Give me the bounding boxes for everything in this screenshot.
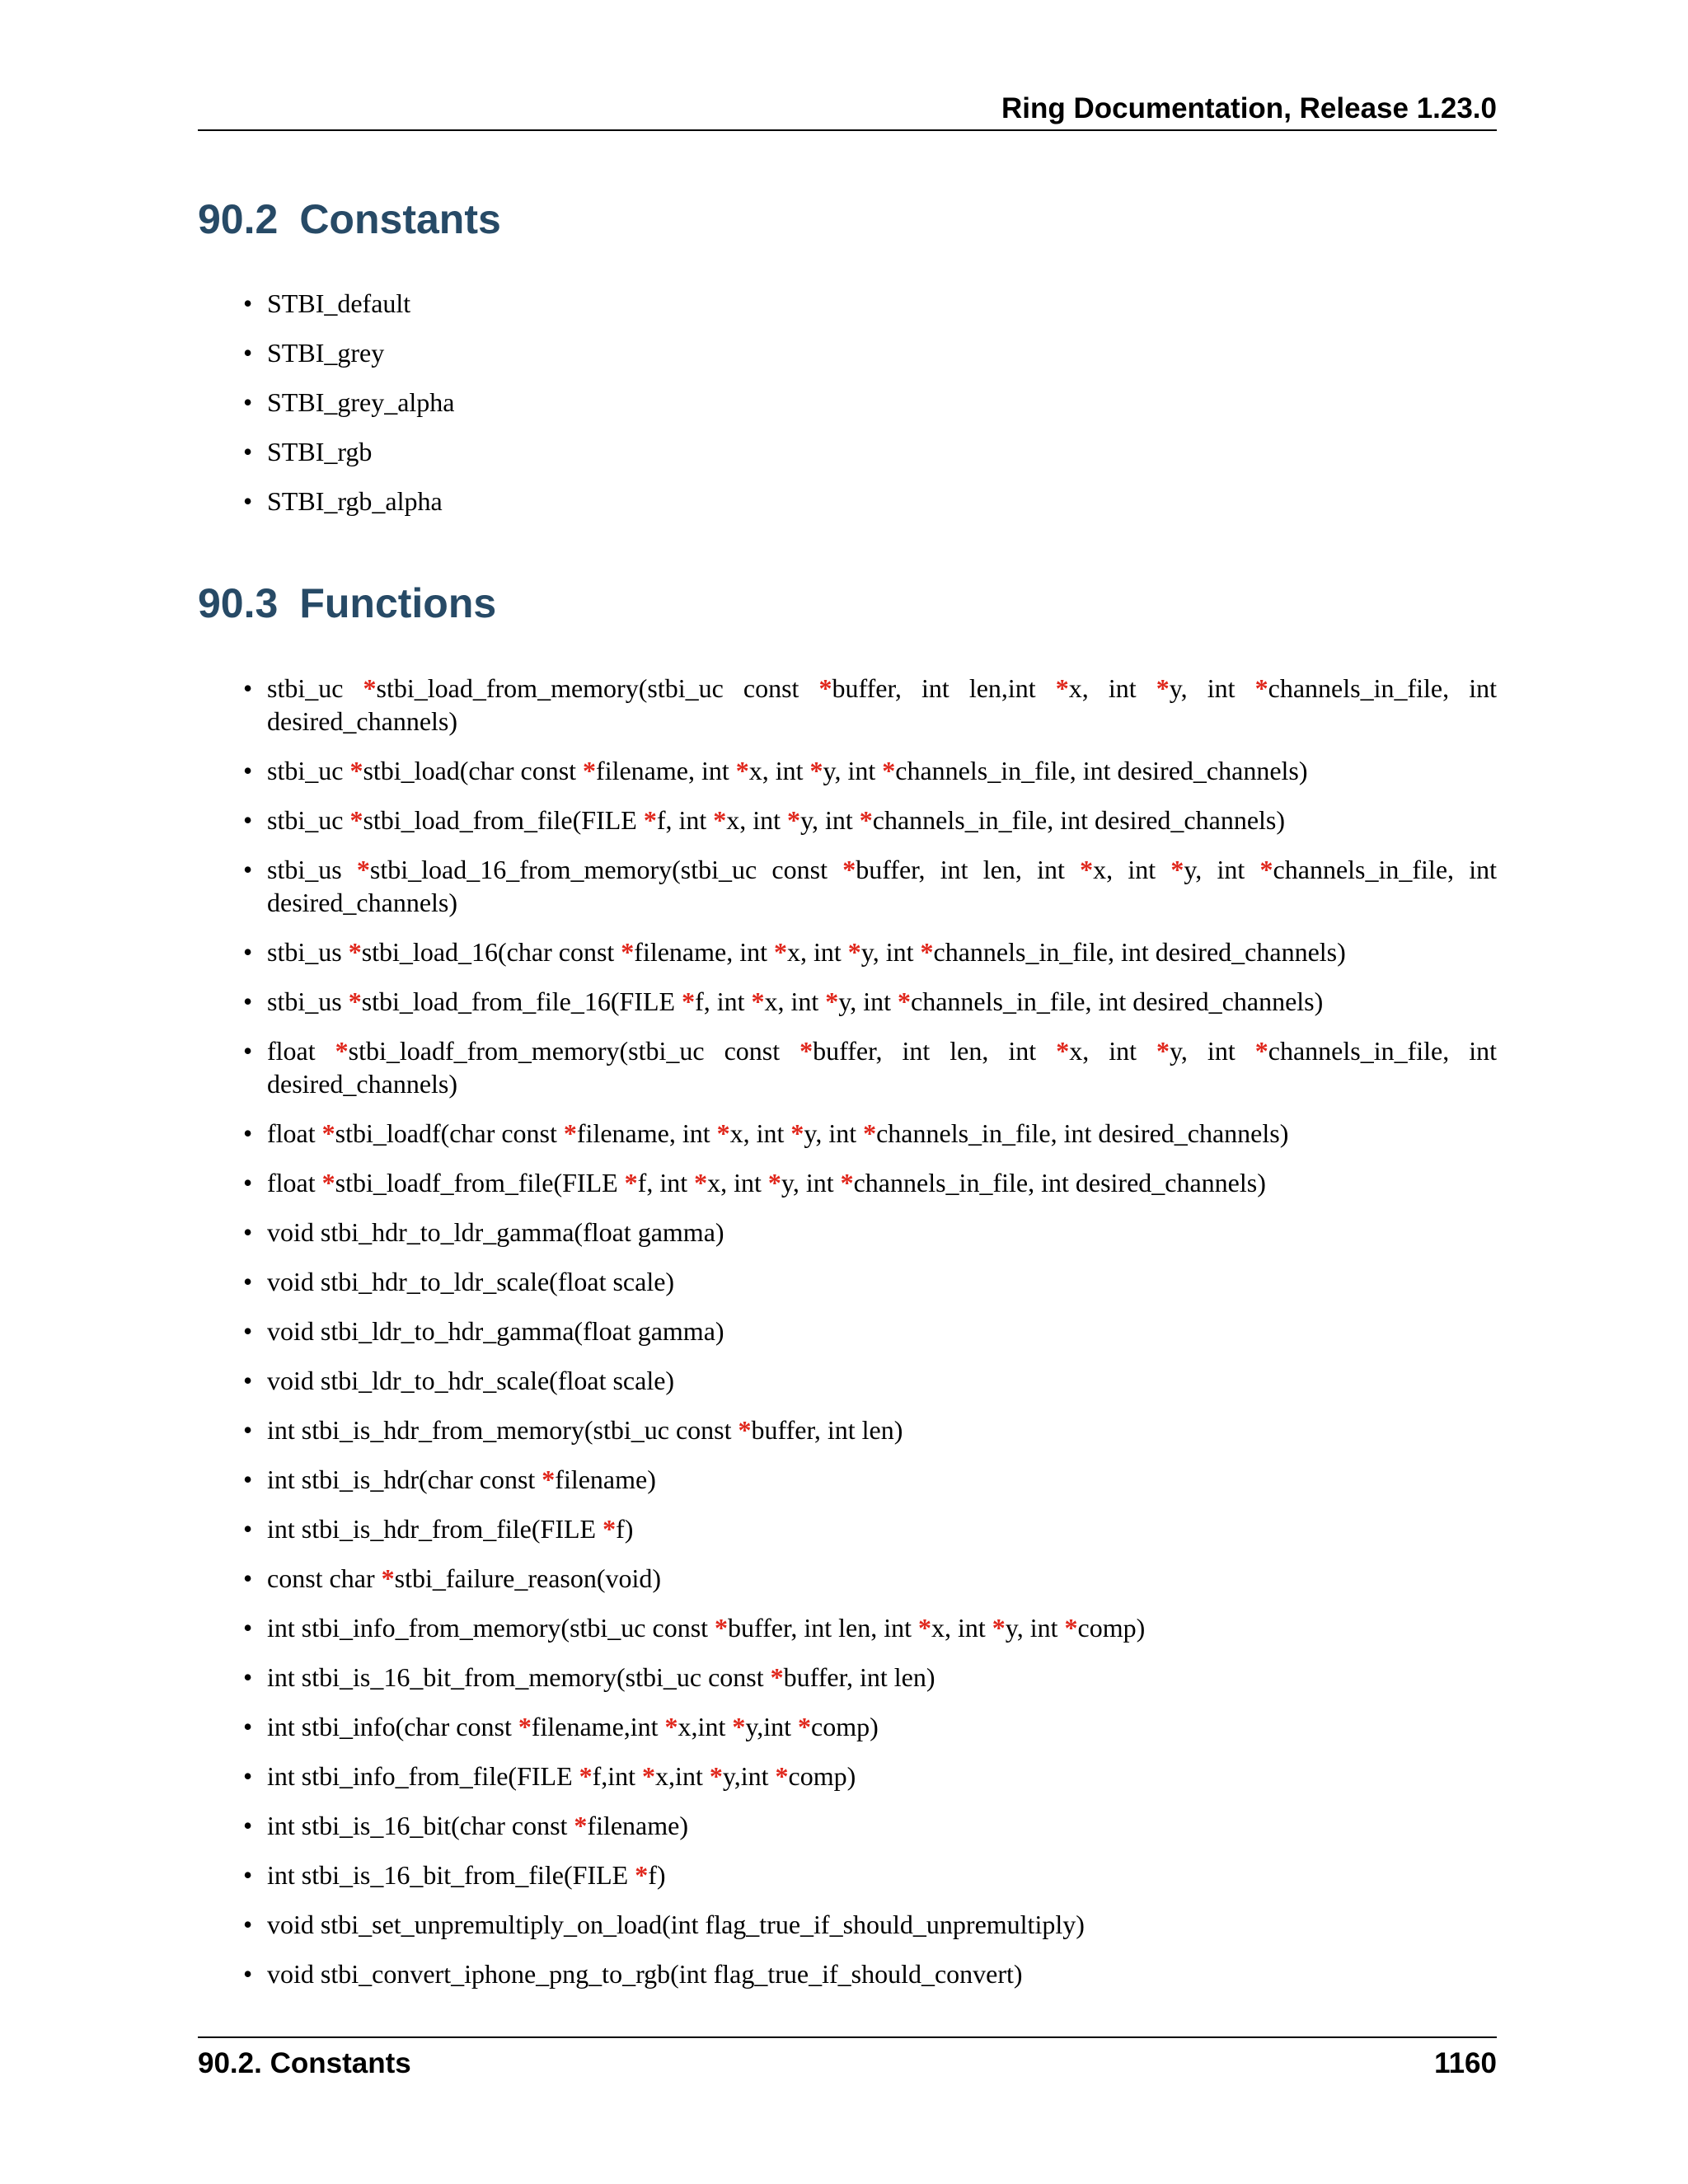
- function-item: • int stbi_is_hdr_from_memory(stbi_uc const *buffer, int len): [198, 1413, 1497, 1446]
- function-item: • stbi_us *stbi_load_16(char const *filename, int *x, int *y, int *channels_in_file, int desired_channels): [198, 935, 1497, 968]
- function-item: • void stbi_ldr_to_hdr_scale(float scale): [198, 1364, 1497, 1397]
- function-item: • void stbi_convert_iphone_png_to_rgb(int flag_true_if_should_convert): [198, 1957, 1497, 1990]
- section-title: Constants: [299, 196, 501, 242]
- function-item: • int stbi_is_16_bit(char const *filename): [198, 1809, 1497, 1842]
- constant-item: • STBI_rgb_alpha: [198, 485, 1497, 518]
- function-item: • void stbi_hdr_to_ldr_gamma(float gamma): [198, 1216, 1497, 1249]
- function-item: • stbi_us *stbi_load_16_from_memory(stbi_uc const *buffer, int len, int *x, int *y, int *channels_in_file, int desired_channels): [198, 853, 1497, 919]
- constant-item: • STBI_grey_alpha: [198, 386, 1497, 419]
- function-item: • int stbi_is_16_bit_from_memory(stbi_uc const *buffer, int len): [198, 1661, 1497, 1694]
- header-rule: [198, 129, 1497, 131]
- function-item: • void stbi_ldr_to_hdr_gamma(float gamma): [198, 1315, 1497, 1347]
- constant-item: • STBI_rgb: [198, 435, 1497, 468]
- function-item: • stbi_uc *stbi_load_from_file(FILE *f, int *x, int *y, int *channels_in_file, int desired_channels): [198, 804, 1497, 837]
- function-item: • void stbi_set_unpremultiply_on_load(int flag_true_if_should_unpremultiply): [198, 1908, 1497, 1941]
- function-item: • stbi_uc *stbi_load_from_memory(stbi_uc const *buffer, int len,int *x, int *y, int *channels_in_file, int desired_channels): [198, 672, 1497, 738]
- section-number: 90.2: [198, 196, 279, 242]
- function-item: • int stbi_info_from_memory(stbi_uc const *buffer, int len, int *x, int *y, int *comp): [198, 1611, 1497, 1644]
- running-footer: [198, 2042, 1497, 2085]
- section-title: Functions: [299, 580, 497, 626]
- function-item: • float *stbi_loadf(char const *filename, int *x, int *y, int *channels_in_file, int desired_channels): [198, 1117, 1497, 1150]
- running-header: Ring Documentation, Release 1.23.0: [1001, 92, 1497, 124]
- footer-section: 90.2. Constants: [198, 2047, 411, 2079]
- section-heading-functions: [198, 579, 496, 628]
- function-item: • float *stbi_loadf_from_memory(stbi_uc const *buffer, int len, int *x, int *y, int *channels_in_file, int desired_channels): [198, 1034, 1497, 1100]
- function-item: • float *stbi_loadf_from_file(FILE *f, int *x, int *y, int *channels_in_file, int desired_channels): [198, 1166, 1497, 1199]
- function-item: • stbi_us *stbi_load_from_file_16(FILE *f, int *x, int *y, int *channels_in_file, int desired_channels): [198, 985, 1497, 1018]
- function-item: • stbi_uc *stbi_load(char const *filename, int *x, int *y, int *channels_in_file, int desired_channels): [198, 754, 1497, 787]
- function-item: • int stbi_is_16_bit_from_file(FILE *f): [198, 1858, 1497, 1891]
- section-heading-constants: [198, 194, 501, 244]
- function-item: • int stbi_info(char const *filename,int *x,int *y,int *comp): [198, 1710, 1497, 1743]
- functions-list: [198, 672, 1497, 2007]
- constant-item: • STBI_grey: [198, 336, 1497, 369]
- function-item: • int stbi_is_hdr_from_file(FILE *f): [198, 1512, 1497, 1545]
- footer-rule: [198, 2036, 1497, 2038]
- constant-item: • STBI_default: [198, 287, 1497, 320]
- page-number: 1160: [1434, 2047, 1497, 2079]
- function-item: • const char *stbi_failure_reason(void): [198, 1562, 1497, 1595]
- function-item: • int stbi_info_from_file(FILE *f,int *x,int *y,int *comp): [198, 1760, 1497, 1793]
- constants-list: [198, 287, 1497, 534]
- function-item: • void stbi_hdr_to_ldr_scale(float scale): [198, 1265, 1497, 1298]
- section-number: 90.3: [198, 580, 279, 626]
- function-item: • int stbi_is_hdr(char const *filename): [198, 1463, 1497, 1496]
